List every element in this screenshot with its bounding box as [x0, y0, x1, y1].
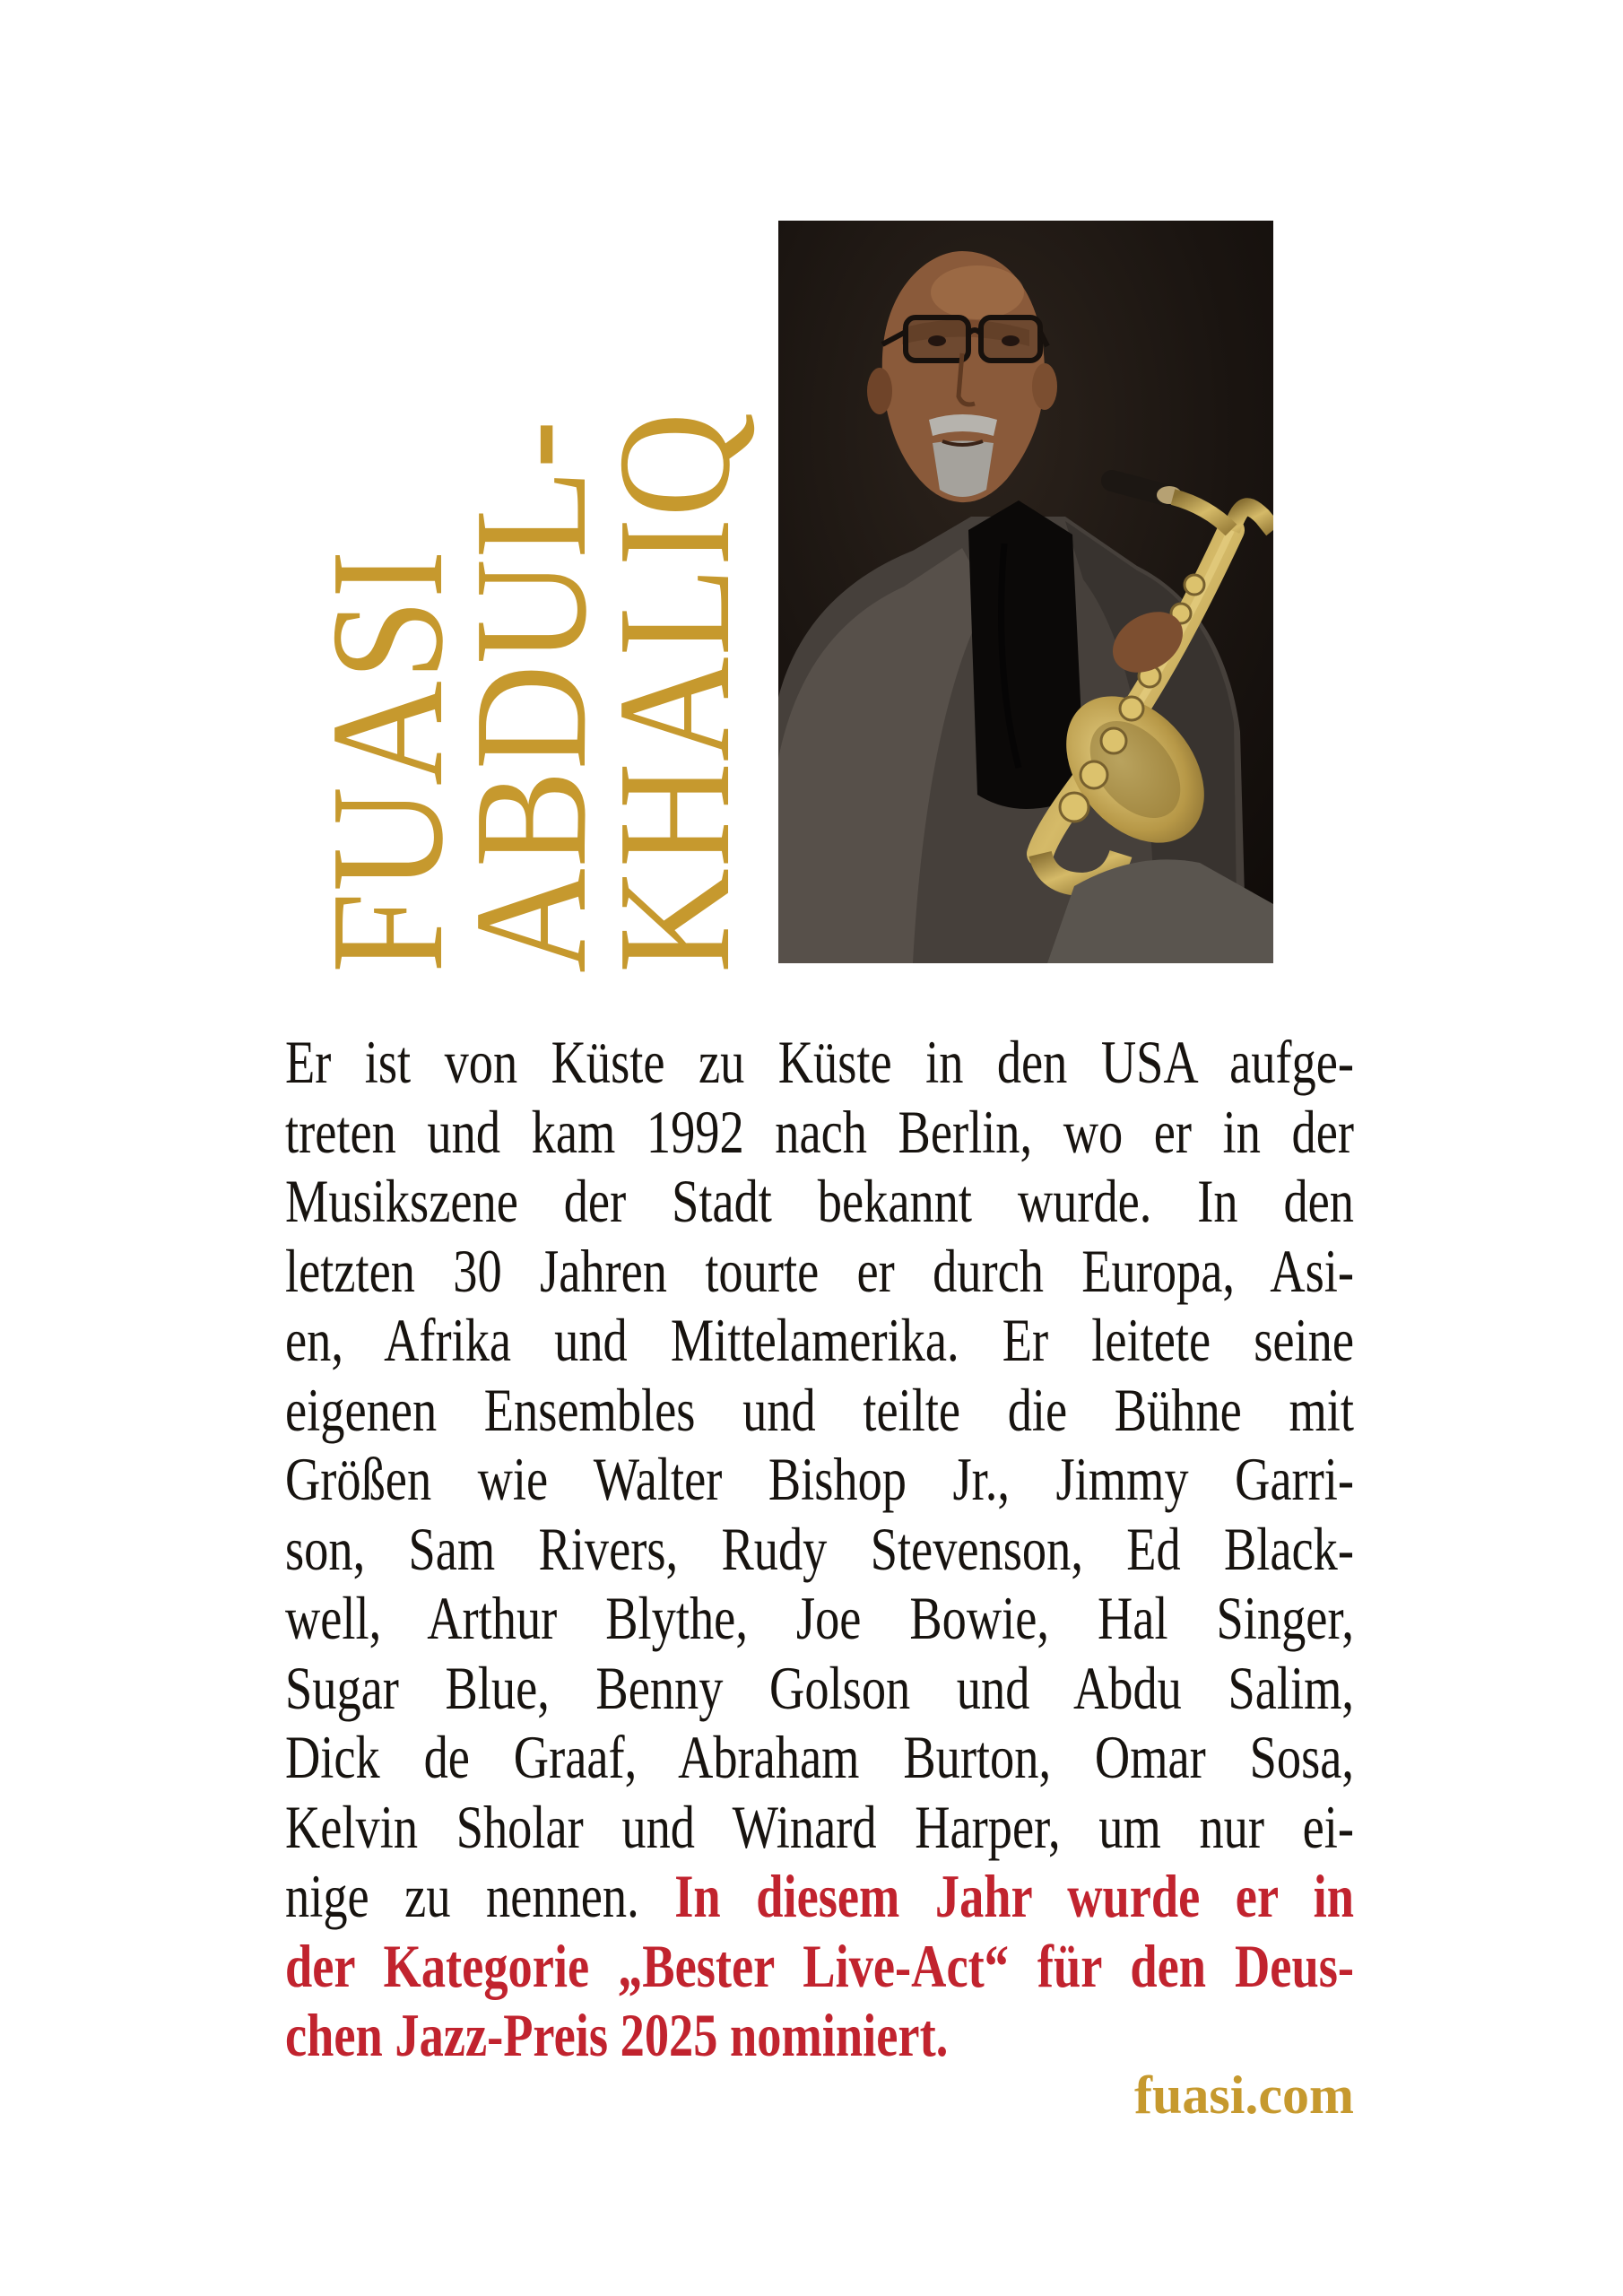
bio-highlight-red: der Kategorie „Bester Live-Act“ für den Deus- [285, 1931, 1354, 2000]
bio-segment: son, Sam Rivers, Rudy Stevenson, Ed Black- [285, 1514, 1354, 1583]
portrait-photo [778, 221, 1273, 963]
bio-segment: nige zu nennen. [285, 1862, 675, 1930]
bio-segment: eigenen Ensembles und teilte die Bühne mit [285, 1375, 1354, 1444]
title-word-abdul: ABDUL- [441, 419, 620, 974]
title-word-fuasi: FUASI [298, 549, 476, 973]
bio-highlight-red: In diesem Jahr wurde er in [674, 1862, 1355, 1930]
bio-line [285, 1445, 1354, 1515]
bio-text [285, 1028, 1354, 2071]
bio-line [285, 1306, 1354, 1376]
bio-line [285, 1584, 1354, 1654]
bio-line [285, 1098, 1354, 1168]
bio-segment: treten und kam 1992 nach Berlin, wo er in der [285, 1097, 1354, 1166]
bio-line [285, 1862, 1354, 1932]
bio-segment: Größen wie Walter Bishop Jr., Jimmy Garri- [285, 1445, 1354, 1513]
website-link[interactable]: fuasi.com [1134, 2066, 1354, 2125]
bio-segment: letzten 30 Jahren tourte er durch Europa, Asi- [285, 1236, 1354, 1305]
bio-line [285, 1237, 1354, 1307]
bio-line [285, 1932, 1354, 2002]
bio-line [285, 1654, 1354, 1724]
bio-line [285, 1723, 1354, 1793]
bio-line [285, 1028, 1354, 1098]
bio-segment: Er ist von Küste zu Küste in den USA aufge- [285, 1028, 1354, 1096]
bio-segment: well, Arthur Blythe, Joe Bowie, Hal Singer, [285, 1584, 1354, 1652]
bio-highlight-red: chen Jazz-Preis 2025 nominiert. [285, 2001, 949, 2069]
bio-segment: Sugar Blue, Benny Golson und Abdu Salim, [285, 1653, 1354, 1722]
bio-line [285, 2001, 1354, 2071]
bio-segment: en, Afrika und Mittelamerika. Er leitete seine [285, 1306, 1354, 1374]
bio-line [285, 1167, 1354, 1237]
bio-segment: Kelvin Sholar und Winard Harper, um nur ei- [285, 1792, 1354, 1861]
title-word-khaliq: KHALIQ [585, 411, 763, 974]
bio-line [285, 1515, 1354, 1585]
bio-line [285, 1793, 1354, 1863]
bio-line [285, 1376, 1354, 1446]
bio-segment: Dick de Graaf, Abraham Burton, Omar Sosa, [285, 1723, 1354, 1791]
glasses-icon [882, 317, 1047, 361]
bio-segment: Musikszene der Stadt bekannt wurde. In den [285, 1167, 1354, 1235]
